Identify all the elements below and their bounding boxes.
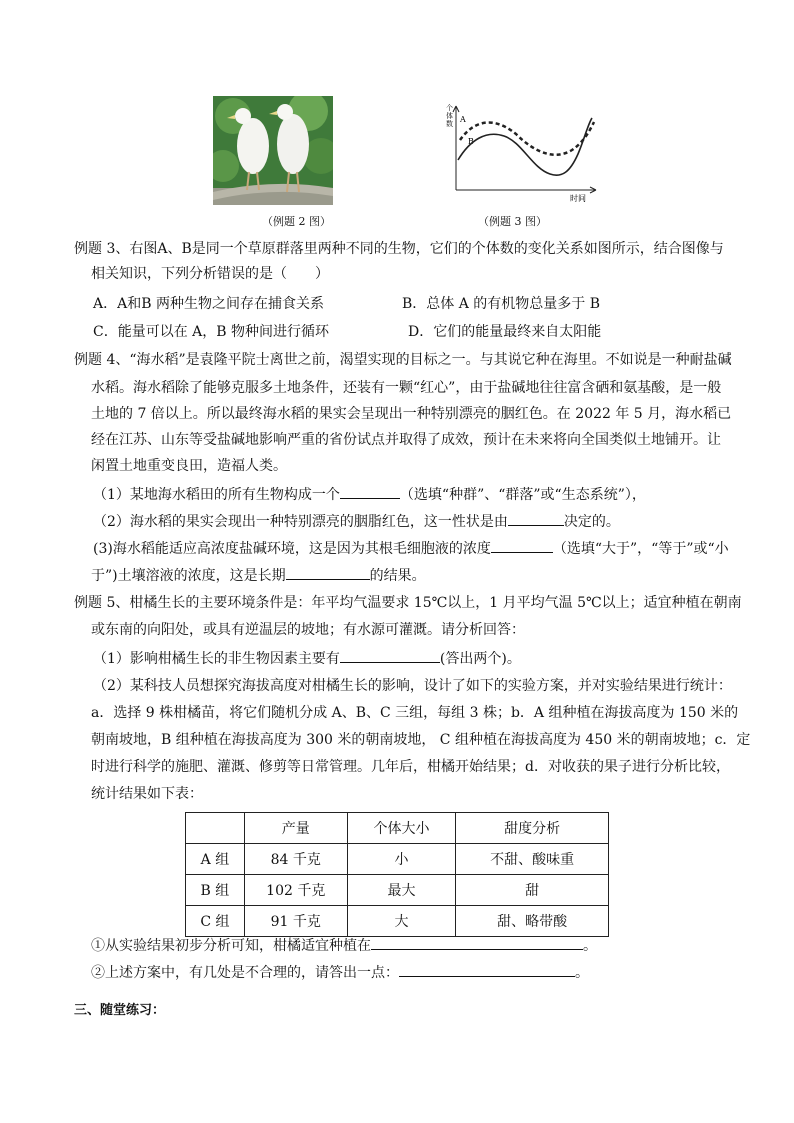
table-row [186,844,609,875]
y-axis-label-1: 个 [446,104,453,112]
graph-caption: （例题 3 图） [478,215,547,228]
q5-question2-blank[interactable] [399,962,575,977]
section-3-heading: 三、随堂练习： [74,1003,166,1018]
q4-para-line5: 闲置土地重变良田，造福人类。 [91,458,287,474]
table-header-cell: 产量 [244,813,347,844]
q4-sub1 [93,484,646,505]
table-row [186,875,609,906]
table-header-row [186,813,609,844]
table-cell: B 组 [186,875,245,906]
q5-question1-end: 。 [583,938,597,954]
table-cell: 甜、略带酸 [456,906,609,937]
population-graph [446,100,602,210]
q5-sub1-end: (答出两个)。 [439,651,521,667]
q3-stem-line2: 相关知识，下列分析错误的是（ ） [91,266,329,282]
q5-para-line1: 例题 5、柑橘生长的主要环境条件是：年平均气温要求 15℃以上，1 月平均气温 5℃以上；适宜种植在朝南 [74,595,742,611]
photo-caption: （例题 2 图） [262,215,331,228]
q3-stem-line1: 例题 3、右图A、B是同一个草原群落里两种不同的生物，它们的个体数的变化关系如图所示，结合图像与 [74,241,724,257]
q3-option-c: C．能量可以在 A，B 物种间进行循环 [93,324,330,340]
q4-sub2-end: 决定的。 [563,514,620,530]
table-cell: 84 千克 [244,844,347,875]
q4-sub2-text: （2）海水稻的果实会现出一种特别漂亮的胭脂红色，这一性状是由 [93,514,508,530]
q4-sub3-choices: （选填“大于”，“等于”或“小 [552,541,729,557]
table-cell: C 组 [186,906,245,937]
series-b-curve [458,118,592,175]
q4-sub1-text: （1）某地海水稻田的所有生物构成一个 [93,487,340,503]
q5-question1-text: ①从实验结果初步分析可知，柑橘适宜种植在 [91,938,371,954]
q4-sub3-cont [91,565,426,586]
q4-sub3-blank[interactable] [491,538,553,553]
table-cell: 小 [347,844,456,875]
table-cell: 102 千克 [244,875,347,906]
q4-sub3 [93,538,729,559]
series-a-label: A [460,115,466,124]
table-header-cell: 甜度分析 [456,813,609,844]
q5-sub1-blank[interactable] [340,648,440,663]
q3-option-b: B．总体 A 的有机物总量多于 B [402,296,601,312]
table-row [186,906,609,937]
q5-question1-blank[interactable] [371,935,583,950]
q5-sub2-line5: 统计结果如下表： [91,786,203,802]
q5-sub1 [93,648,521,669]
x-axis-label: 时间 [570,194,586,203]
q4-sub1-choices: （选填“种群”、“群落”或“生态系统”）， [399,487,646,503]
table-header-cell: 个体大小 [347,813,456,844]
q4-sub2 [93,511,620,532]
q5-question2 [91,962,589,983]
q5-sub2-line3: 朝南坡地，B 组种植在海拔高度为 300 米的朝南坡地， C 组种植在海拔高度为 450 米的朝南坡地；c．定 [91,732,751,748]
q5-para-line2: 或东南的向阳处，或具有逆温层的坡地；有水源可灌溉。请分析回答： [91,622,525,638]
q5-question2-end: 。 [575,965,589,981]
q4-sub3-blank2[interactable] [286,565,370,580]
q4-para-line2: 水稻。海水稻除了能够克服多土地条件，还装有一颗“红心”，由于盐碱地往往富含硒和氨基酸，是一般 [91,380,722,396]
table-cell: 甜 [456,875,609,906]
y-axis-label-3: 数 [446,120,453,128]
q4-sub3-text: (3)海水稻能适应高浓度盐碱环境，这是因为其根毛细胞液的浓度 [93,541,491,557]
y-axis-label-2: 体 [446,112,453,120]
q4-sub1-blank[interactable] [340,484,400,499]
table-header-cell [186,813,245,844]
q4-para-line3: 土地的 7 倍以上。所以最终海水稻的果实会呈现出一种特别漂亮的胭红色。在 2022 年 5 月，海水稻已 [91,406,732,422]
series-b-label: B [468,137,474,146]
table-cell: 91 千克 [244,906,347,937]
white-birds-photo [213,96,333,205]
q5-sub2-line2: a．选择 9 株柑橘苗，将它们随机分成 A、B、C 三组，每组 3 株；b．A 组种植在海拔高度为 150 米的 [91,705,739,721]
q4-para-line4: 经在江苏、山东等受盐碱地影响严重的省份试点并取得了成效，预计在未来将向全国类似土地铺开。让 [91,432,721,448]
table-cell: 大 [347,906,456,937]
q3-option-d: D．它们的能量最终来自太阳能 [408,324,602,340]
results-table [185,812,609,937]
q5-question1 [91,935,597,956]
q4-sub3-cont-text: 于”)土壤溶液的浓度，这是长期 [91,568,286,584]
table-cell: 最大 [347,875,456,906]
q3-option-a: A．A和B 两种生物之间存在捕食关系 [93,296,324,312]
q4-para-line1: 例题 4、“海水稻”是袁隆平院士离世之前，渴望实现的目标之一。与其说它种在海里。不如说是一种耐盐碱 [74,352,732,368]
q4-sub2-blank[interactable] [508,511,564,526]
q5-question2-text: ②上述方案中，有几处是不合理的，请答出一点： [91,965,399,981]
table-cell: A 组 [186,844,245,875]
q5-sub2-line1: （2）某科技人员想探究海拔高度对柑橘生长的影响，设计了如下的实验方案，并对实验结果进行统计： [93,678,732,694]
q4-sub3-end: 的结果。 [369,568,426,584]
table-cell: 不甜、酸味重 [456,844,609,875]
q5-sub2-line4: 时进行科学的施肥、灌溉、修剪等日常管理。几年后，柑橘开始结果；d．对收获的果子进行分析比较， [91,759,730,775]
q5-sub1-text: （1）影响柑橘生长的非生物因素主要有 [93,651,340,667]
